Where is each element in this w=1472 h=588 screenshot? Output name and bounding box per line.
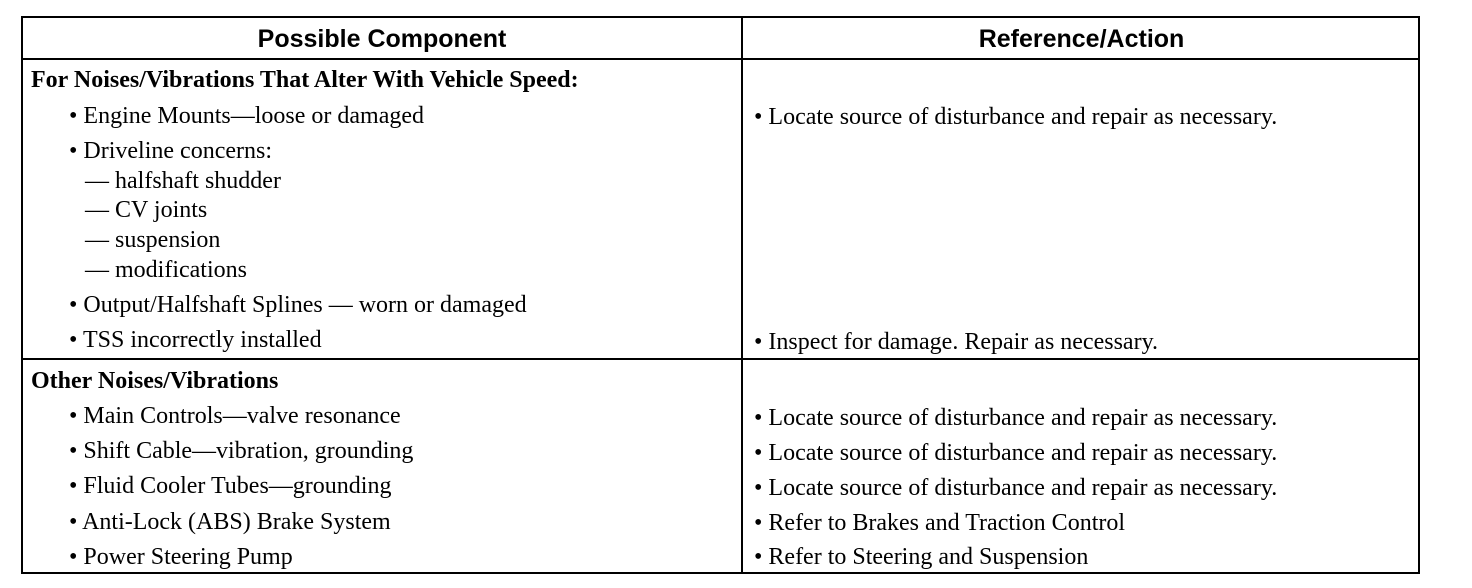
component-subitem: — modifications [85,257,247,283]
header-reference-action: Reference/Action [978,25,1185,53]
component-item: • Main Controls—valve resonance [69,403,401,429]
diagnosis-table [21,16,1420,574]
component-item: • Fluid Cooler Tubes—grounding [69,473,392,499]
component-subitem: — CV joints [85,197,208,223]
component-item: • Driveline concerns: [69,138,272,164]
action-item: • Locate source of disturbance and repair as necessary. [754,405,1278,431]
component-item: • TSS incorrectly installed [69,327,322,353]
component-item: • Output/Halfshaft Splines — worn or damaged [69,292,527,318]
component-item: • Shift Cable—vibration, grounding [69,438,414,464]
component-item: • Anti-Lock (ABS) Brake System [69,509,391,535]
action-item: • Locate source of disturbance and repair as necessary. [754,440,1278,466]
column-divider [741,18,743,572]
action-item: • Refer to Steering and Suspension [754,544,1089,570]
header-possible-component: Possible Component [257,25,507,53]
header-divider [23,58,1418,60]
component-subitem: — halfshaft shudder [85,168,281,194]
section-divider [23,358,1418,360]
section-title: For Noises/Vibrations That Alter With Vehicle Speed: [31,67,579,93]
section-title: Other Noises/Vibrations [31,368,279,394]
action-item: • Refer to Brakes and Traction Control [754,510,1126,536]
component-subitem: — suspension [85,227,221,253]
component-item: • Engine Mounts—loose or damaged [69,103,425,129]
action-item: • Locate source of disturbance and repair as necessary. [754,104,1278,130]
action-item: • Locate source of disturbance and repair as necessary. [754,475,1278,501]
action-item: • Inspect for damage. Repair as necessary. [754,329,1159,355]
component-item: • Power Steering Pump [69,544,293,570]
